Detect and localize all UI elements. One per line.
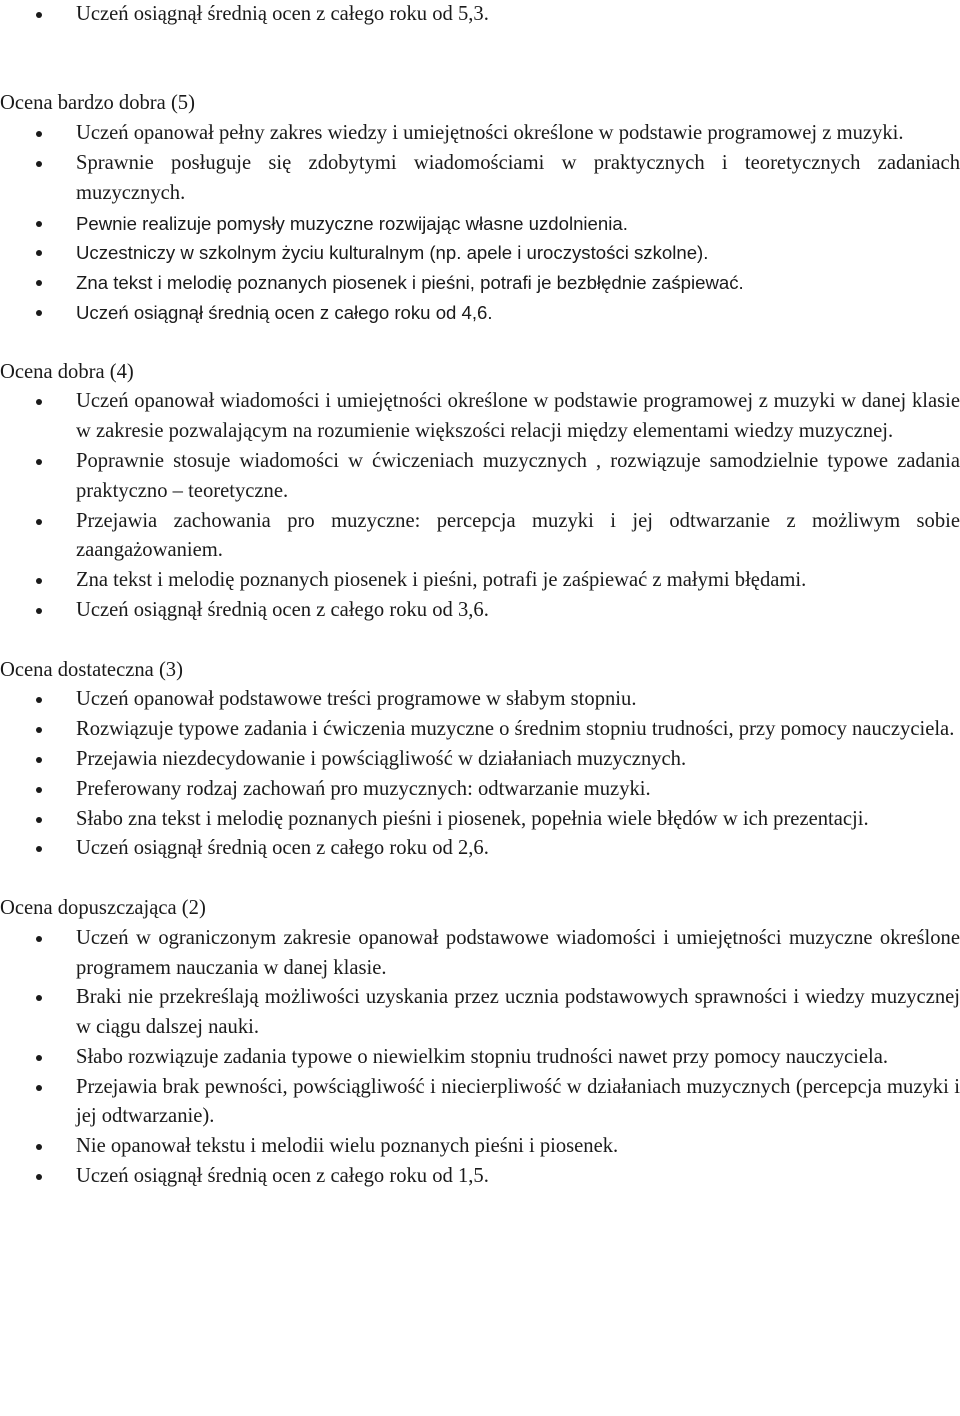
section-heading: Ocena bardzo dobra (5) [0,92,195,115]
list-item: Uczeń opanował wiadomości i umiejętności określone w podstawie programowej z muzyki w danej klasie w zakresie pozwalającym na rozumienie większości relacji między elementami wiedzy muzycznej. [0,387,960,447]
list-item: Uczestniczy w szkolnym życiu kulturalnym (np. apele i uroczystości szkolne). [0,238,960,268]
lead-list [0,0,960,30]
list-item: Uczeń osiągnął średnią ocen z całego roku od 1,5. [0,1162,960,1192]
list-item: Słabo rozwiązuje zadania typowe o niewielkim stopniu trudności nawet przy pomocy nauczyciela. [0,1043,960,1073]
list-item: Uczeń osiągnął średnią ocen z całego roku od 4,6. [0,298,960,328]
list-item: Przejawia brak pewności, powściągliwość i niecierpliwość w działaniach muzycznych (percepcja muzyki i jej odtwarzanie). [0,1073,960,1133]
list-item: Słabo zna tekst i melodię poznanych pieśni i piosenek, popełnia wiele błędów w ich prezentacji. [0,805,960,835]
section-grade-3 [0,656,960,865]
criteria-list [0,924,960,1192]
spacer [0,626,960,656]
list-item: Poprawnie stosuje wiadomości w ćwiczeniach muzycznych , rozwiązuje samodzielnie typowe zadania praktyczno – teoretyczne. [0,447,960,507]
section-grade-2 [0,894,960,1192]
section-heading: Ocena dobra (4) [0,360,134,383]
list-item: Przejawia zachowania pro muzyczne: percepcja muzyki i jej odtwarzanie z możliwym sobie zaangażowaniem. [0,507,960,567]
spacer [0,30,960,90]
list-item: Uczeń osiągnął średnią ocen z całego roku od 3,6. [0,596,960,626]
section-heading: Ocena dostateczna (3) [0,658,183,681]
list-item: Uczeń osiągnął średnią ocen z całego roku od 5,3. [0,0,960,30]
section-grade-4 [0,358,960,626]
list-item: Przejawia niezdecydowanie i powściągliwość w działaniach muzycznych. [0,745,960,775]
spacer [0,328,960,358]
spacer [0,864,960,894]
section-grade-5 [0,89,960,327]
list-item: Uczeń opanował pełny zakres wiedzy i umiejętności określone w podstawie programowej z muzyki. [0,119,960,149]
list-item: Braki nie przekreślają możliwości uzyskania przez ucznia podstawowych sprawności i wiedzy muzycznej w ciągu dalszej nauki. [0,983,960,1043]
list-item: Nie opanował tekstu i melodii wielu poznanych pieśni i piosenek. [0,1132,960,1162]
section-heading: Ocena dopuszczająca (2) [0,896,206,919]
list-item: Uczeń osiągnął średnią ocen z całego roku od 2,6. [0,834,960,864]
list-item: Uczeń opanował podstawowe treści programowe w słabym stopniu. [0,685,960,715]
list-item: Preferowany rodzaj zachowań pro muzycznych: odtwarzanie muzyki. [0,775,960,805]
list-item: Zna tekst i melodię poznanych piosenek i pieśni, potrafi je zaśpiewać z małymi błędami. [0,566,960,596]
list-item: Uczeń w ograniczonym zakresie opanował podstawowe wiadomości i umiejętności muzyczne określone programem nauczania w danej klasie. [0,924,960,984]
criteria-list [0,685,960,864]
criteria-list [0,387,960,625]
criteria-list [0,119,960,328]
list-item: Pewnie realizuje pomysły muzyczne rozwijając własne uzdolnienia. [0,209,960,239]
list-item: Zna tekst i melodię poznanych piosenek i pieśni, potrafi je bezbłędnie zaśpiewać. [0,268,960,298]
list-item: Rozwiązuje typowe zadania i ćwiczenia muzyczne o średnim stopniu trudności, przy pomocy nauczyciela. [0,715,960,745]
list-item: Sprawnie posługuje się zdobytymi wiadomościami w praktycznych i teoretycznych zadaniach muzycznych. [0,149,960,209]
